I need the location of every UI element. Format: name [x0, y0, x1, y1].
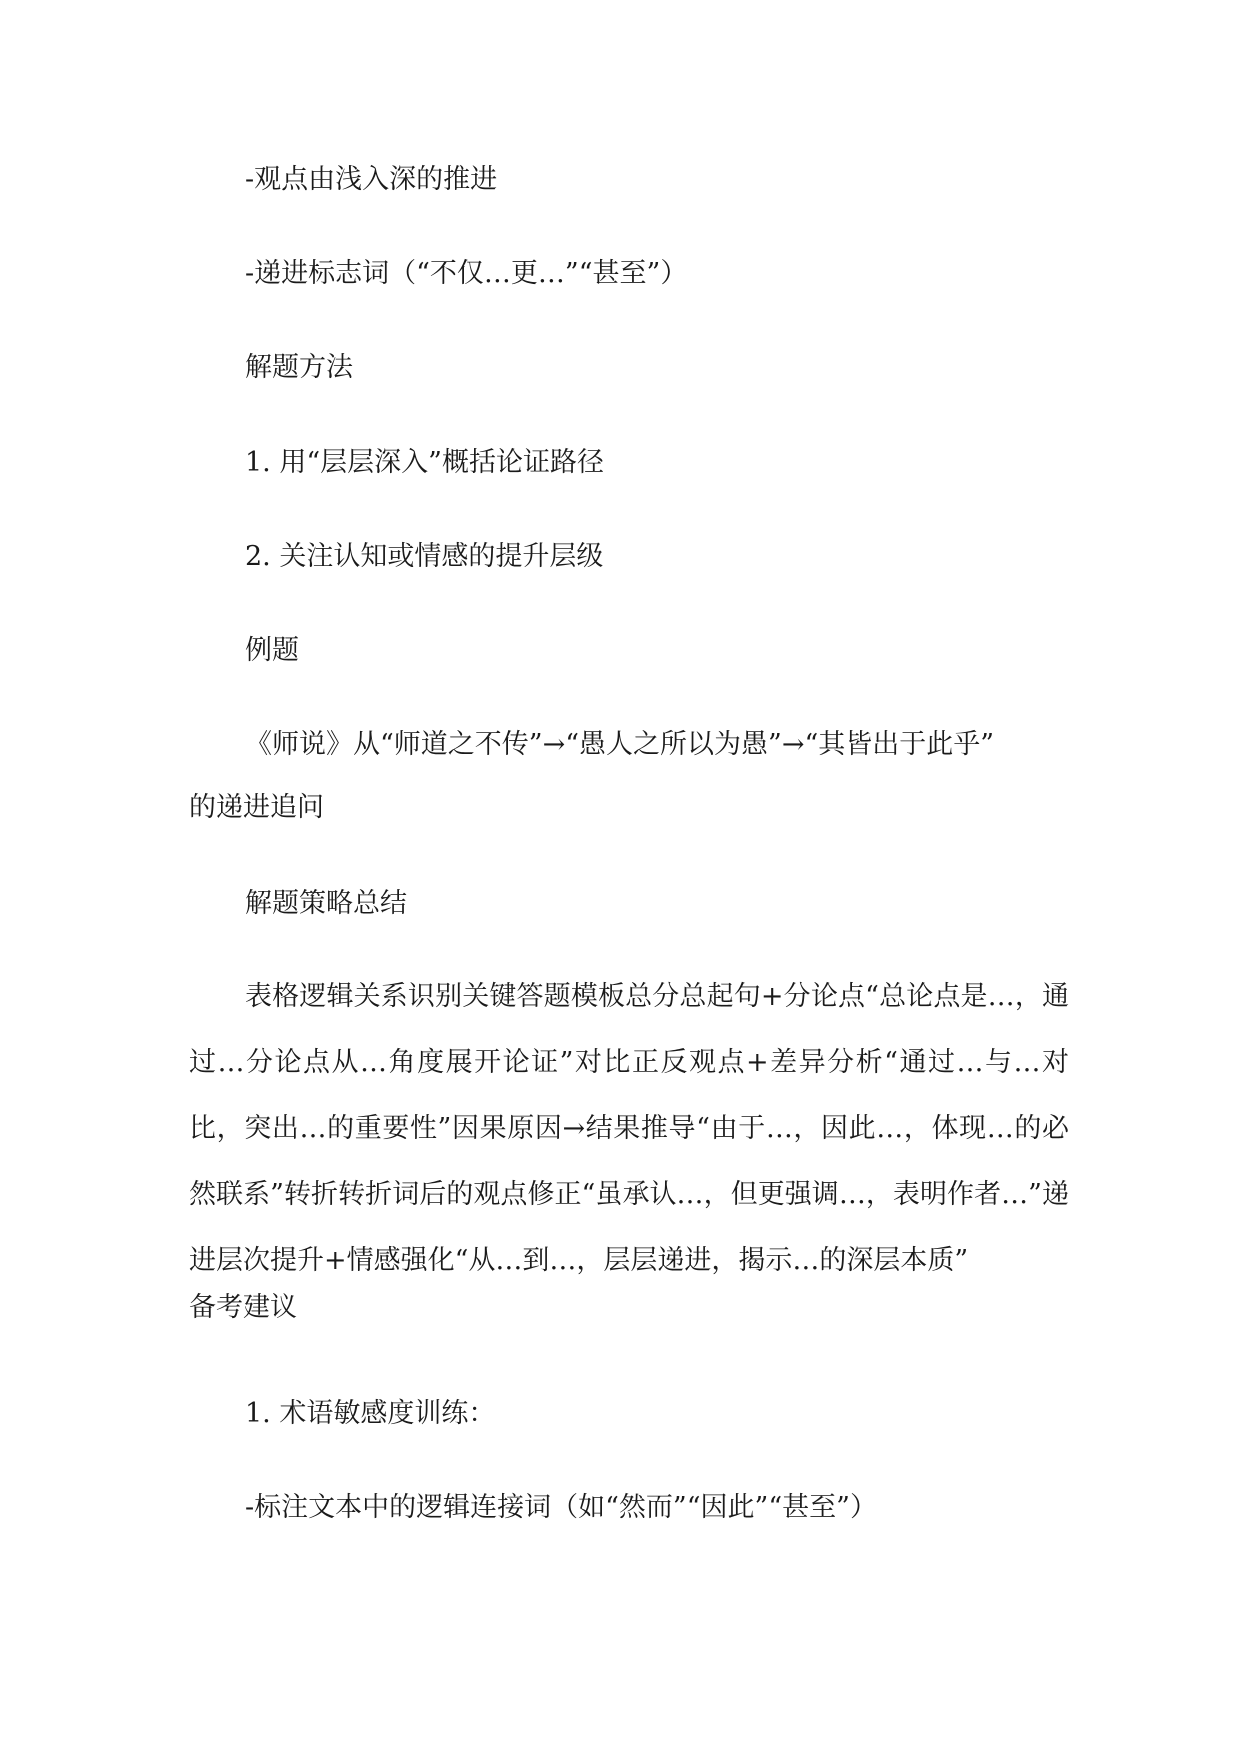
- heading-summary: 解题策略总结: [245, 888, 407, 919]
- method-item-2: 2. 关注认知或情感的提升层级: [245, 541, 604, 572]
- method-item-1: 1. 用“层层深入”概括论证路径: [245, 447, 604, 478]
- bullet-progression: -观点由浅入深的推进: [245, 164, 498, 195]
- example-line-2: 的递进追问: [189, 792, 324, 823]
- summary-paragraph: 表格逻辑关系识别关键答题模板总分总起句+分论点“总论点是…，通过…分论点从…角度展开论证”对比正反观点+差异分析“通过…与…对比，突出…的重要性”因果原因→结果推导“由于…，因此…，体现…的必然联系”转折转折词后的观点修正“虽承认…，但更强调…，表明作者…”递进层次提升+情感强化“从…到…，层层递进，揭示…的深层本质”: [189, 981, 1069, 1276]
- example-line-1: 《师说》从“师道之不传”→“愚人之所以为愚”→“其皆出于此乎”: [245, 729, 995, 760]
- advice-item-1: 1. 术语敏感度训练：: [245, 1398, 496, 1429]
- heading-advice: 备考建议: [189, 1292, 297, 1323]
- heading-method: 解题方法: [245, 352, 353, 383]
- heading-example: 例题: [245, 635, 299, 666]
- advice-item-1-sub: -标注文本中的逻辑连接词（如“然而”“因此”“甚至”）: [245, 1492, 877, 1523]
- bullet-markers: -递进标志词（“不仅…更…”“甚至”）: [245, 258, 688, 289]
